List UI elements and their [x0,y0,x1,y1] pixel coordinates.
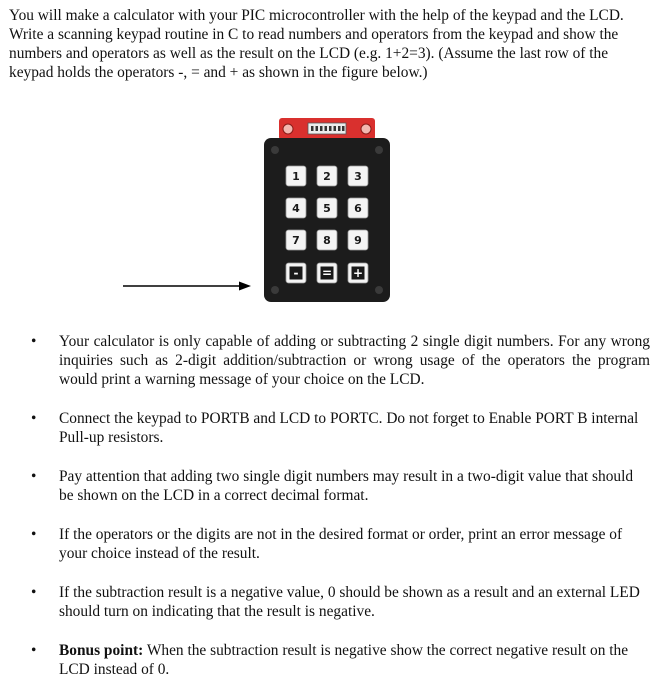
keypad-key-9 [348,230,368,250]
keypad-key-3 [348,166,368,186]
requirements-list [0,332,665,679]
keypad-key-op-2 [348,263,368,283]
keypad-key-op-0 [286,263,306,283]
keypad-key-6 [348,198,368,218]
bonus-label: Bonus point: [59,642,144,659]
keypad-key-2 [317,166,337,186]
bullet-icon: • [31,584,37,601]
keypad-key-7 [286,230,306,250]
keypad-key-label: 9 [354,234,362,247]
list-item [0,409,665,447]
list-item [0,525,665,563]
keypad-key-label: 4 [292,202,300,215]
list-item-text: Pay attention that adding two single digit numbers may result in a two-digit value that should be shown on the LCD in a correct decimal format. [59,468,634,504]
keypad-key-label: = [321,266,333,280]
keypad-key-label: 6 [354,202,362,215]
keypad-key-label: 1 [292,170,300,183]
arrow-icon [123,280,251,292]
list-item [0,583,665,621]
list-item [0,641,665,679]
bullet-icon: • [31,468,37,485]
keypad-key-4 [286,198,306,218]
keypad-key-5 [317,198,337,218]
list-item-text: When the subtraction result is negative show the correct negative result on the LCD instead of 0. [59,642,629,678]
keypad-key-label: 7 [292,234,300,247]
keypad-key-8 [317,230,337,250]
bullet-icon: • [31,526,37,543]
keypad-key-label: 3 [354,170,362,183]
bullet-icon: • [31,333,37,350]
keypad-key-1 [286,166,306,186]
intro-text [9,6,654,82]
list-item-text: Connect the keypad to PORTB and LCD to PORTC. Do not forget to Enable PORT B internal Pull-up resistors. [59,410,639,446]
intro-line-2: Write a scanning keypad routine in C to read numbers and operators from the keypad and show the numbers and operators as well as the result on the LCD (e.g. 1+2=3). (Assume the last row of the keypad holds the operators -, = and + as shown in the figure below.) [9,26,619,81]
keypad-key-label: 8 [323,234,331,247]
keypad-figure [0,118,665,308]
list-item-text: Your calculator is only capable of adding or subtracting 2 single digit numbers. For any wrong inquiries such as 2-digit addition/subtraction or wrong usage of the operators the program would print a warning message of your choice on the LCD. [59,333,650,388]
keypad-key-label: 2 [323,170,331,183]
intro-line-1: You will make a calculator with your PIC microcontroller with the help of the keypad and the LCD. [9,7,624,24]
keypad-key-label: 5 [323,202,331,215]
bullet-icon: • [31,410,37,427]
keypad-key-label: - [293,266,299,280]
list-item-text: If the subtraction result is a negative value, 0 should be shown as a result and an external LED should turn on indicating that the result is negative. [59,584,640,620]
keypad-key-op-1 [317,263,337,283]
keypad-image [264,118,390,302]
bullet-icon: • [31,642,37,659]
list-item [0,467,665,505]
keypad-key-label: + [352,266,364,280]
list-item-text: If the operators or the digits are not in the desired format or order, print an error message of your choice instead of the result. [59,526,623,562]
list-item [0,332,665,389]
